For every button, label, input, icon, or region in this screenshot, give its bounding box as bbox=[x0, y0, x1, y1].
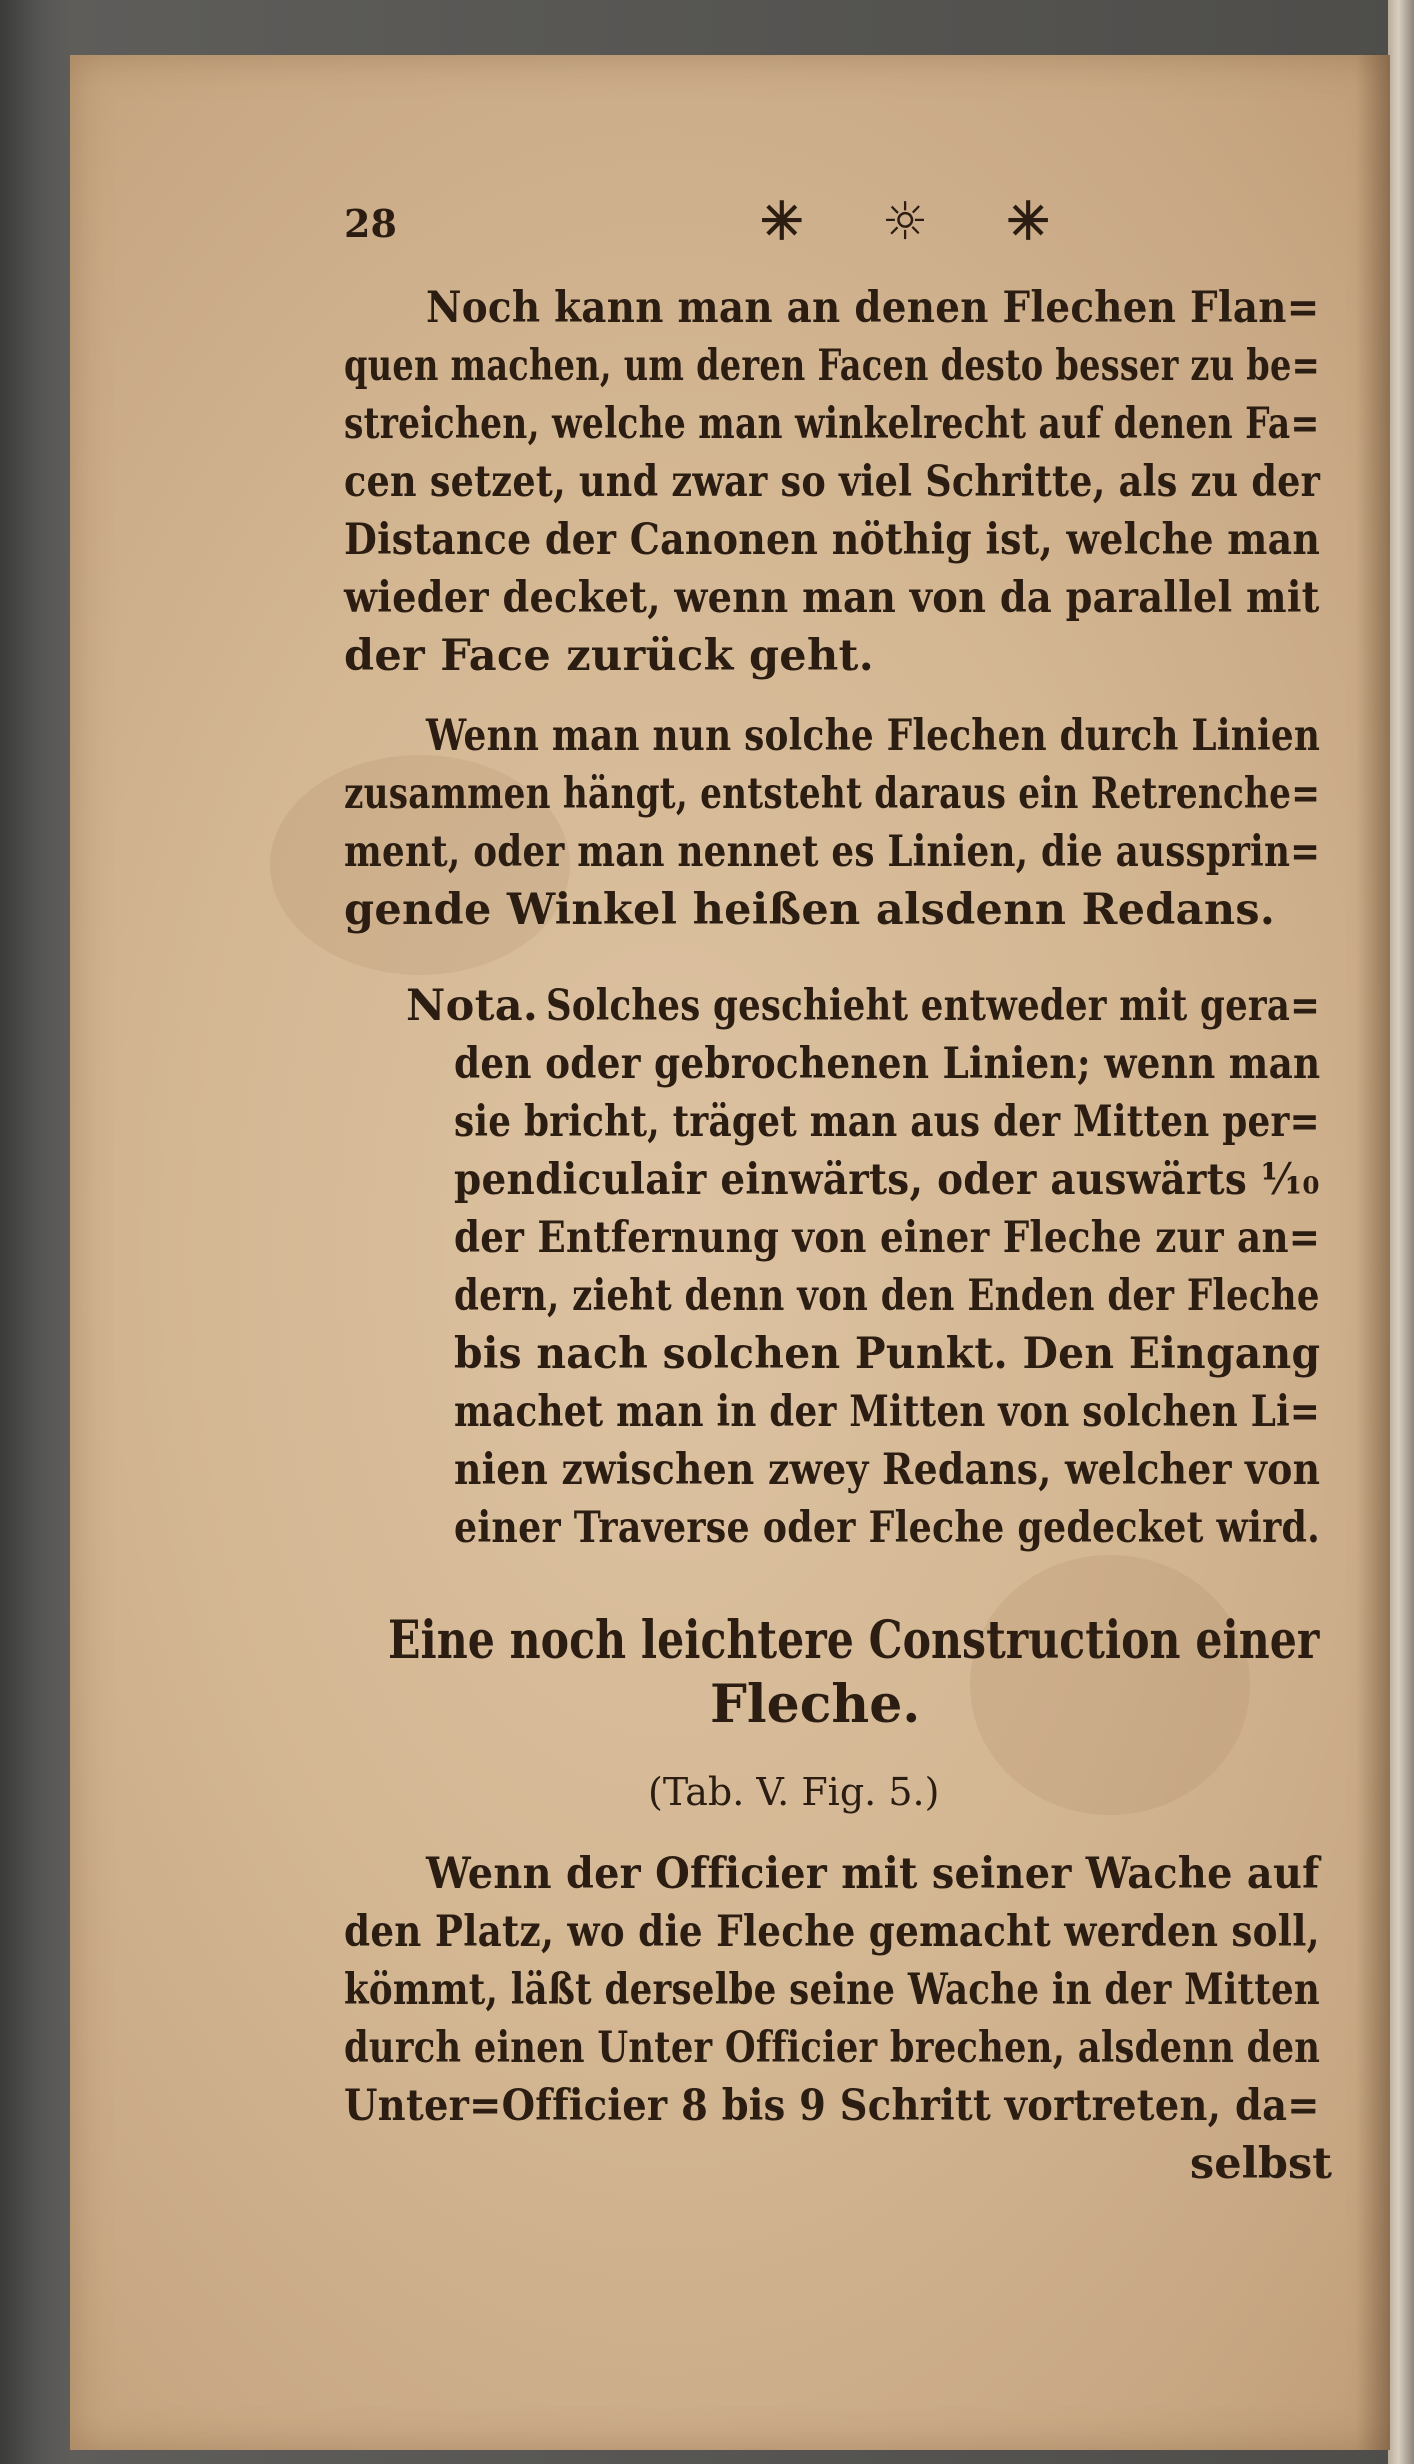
paper-stain bbox=[970, 1555, 1250, 1815]
paragraph1-line: Distance der Canonen nöthig ist, welche man bbox=[344, 515, 1321, 565]
paragraph3-line: durch einen Unter Officier brechen, alsdenn den bbox=[344, 2023, 1321, 2073]
header-ornament: ✳ ☼ ✳ bbox=[760, 191, 1080, 252]
nota-line: dern, zieht denn von den Enden der Fleche bbox=[454, 1271, 1320, 1321]
nota-line: nien zwischen zwey Redans, welcher von bbox=[454, 1445, 1321, 1495]
nota-line: bis nach solchen Punkt. Den Eingang bbox=[454, 1329, 1321, 1379]
page-edge bbox=[1388, 0, 1414, 2464]
nota-line: Solches geschieht entweder mit gera= bbox=[546, 981, 1321, 1031]
paragraph2-line: Wenn man nun solche Flechen durch Linien bbox=[426, 711, 1321, 761]
catchword: selbst bbox=[1190, 2139, 1333, 2189]
figure-reference: (Tab. V. Fig. 5.) bbox=[648, 1770, 940, 1814]
paragraph2-line: zusammen hängt, entsteht daraus ein Retrenche= bbox=[344, 769, 1321, 819]
paragraph3-line: den Platz, wo die Fleche gemacht werden soll, bbox=[344, 1907, 1320, 1957]
section-heading-continued: Fleche. bbox=[710, 1674, 921, 1735]
paragraph1-line: Noch kann man an denen Flechen Flan= bbox=[426, 283, 1320, 333]
nota-line: der Entfernung von einer Fleche zur an= bbox=[454, 1213, 1321, 1263]
section-heading: Eine noch leichtere Construction einer bbox=[388, 1610, 1320, 1671]
page-header bbox=[70, 191, 1390, 265]
paragraph2-line: ment, oder man nennet es Linien, die aussprin= bbox=[344, 827, 1321, 877]
paragraph2-line: gende Winkel heißen alsdenn Redans. bbox=[344, 885, 1276, 935]
paragraph3-line: kömmt, läßt derselbe seine Wache in der Mitten bbox=[344, 1965, 1320, 2015]
paragraph3-line: Unter=Officier 8 bis 9 Schritt vortreten, da= bbox=[344, 2081, 1320, 2131]
nota-line: pendiculair einwärts, oder auswärts ¹⁄₁₀ bbox=[454, 1155, 1320, 1205]
book-page bbox=[70, 55, 1390, 2450]
paragraph3-line: Wenn der Officier mit seiner Wache auf bbox=[426, 1849, 1320, 1899]
page-number: 28 bbox=[344, 201, 397, 246]
paragraph1-line: quen machen, um deren Facen desto besser zu be= bbox=[344, 341, 1321, 391]
page-gutter-shadow bbox=[1356, 55, 1390, 2450]
nota-line: sie bricht, träget man aus der Mitten per= bbox=[454, 1097, 1320, 1147]
nota-line: einer Traverse oder Fleche gedecket wird. bbox=[454, 1503, 1321, 1553]
nota-line: den oder gebrochenen Linien; wenn man bbox=[454, 1039, 1321, 1089]
paragraph1-line: der Face zurück geht. bbox=[344, 631, 874, 681]
nota-line: machet man in der Mitten von solchen Li= bbox=[454, 1387, 1321, 1437]
paragraph1-line: wieder decket, wenn man von da parallel mit bbox=[344, 573, 1320, 623]
paragraph1-line: streichen, welche man winkelrecht auf denen Fa= bbox=[344, 399, 1320, 449]
nota-label: Nota. bbox=[406, 981, 539, 1031]
paragraph1-line: cen setzet, und zwar so viel Schritte, als zu der bbox=[344, 457, 1321, 507]
